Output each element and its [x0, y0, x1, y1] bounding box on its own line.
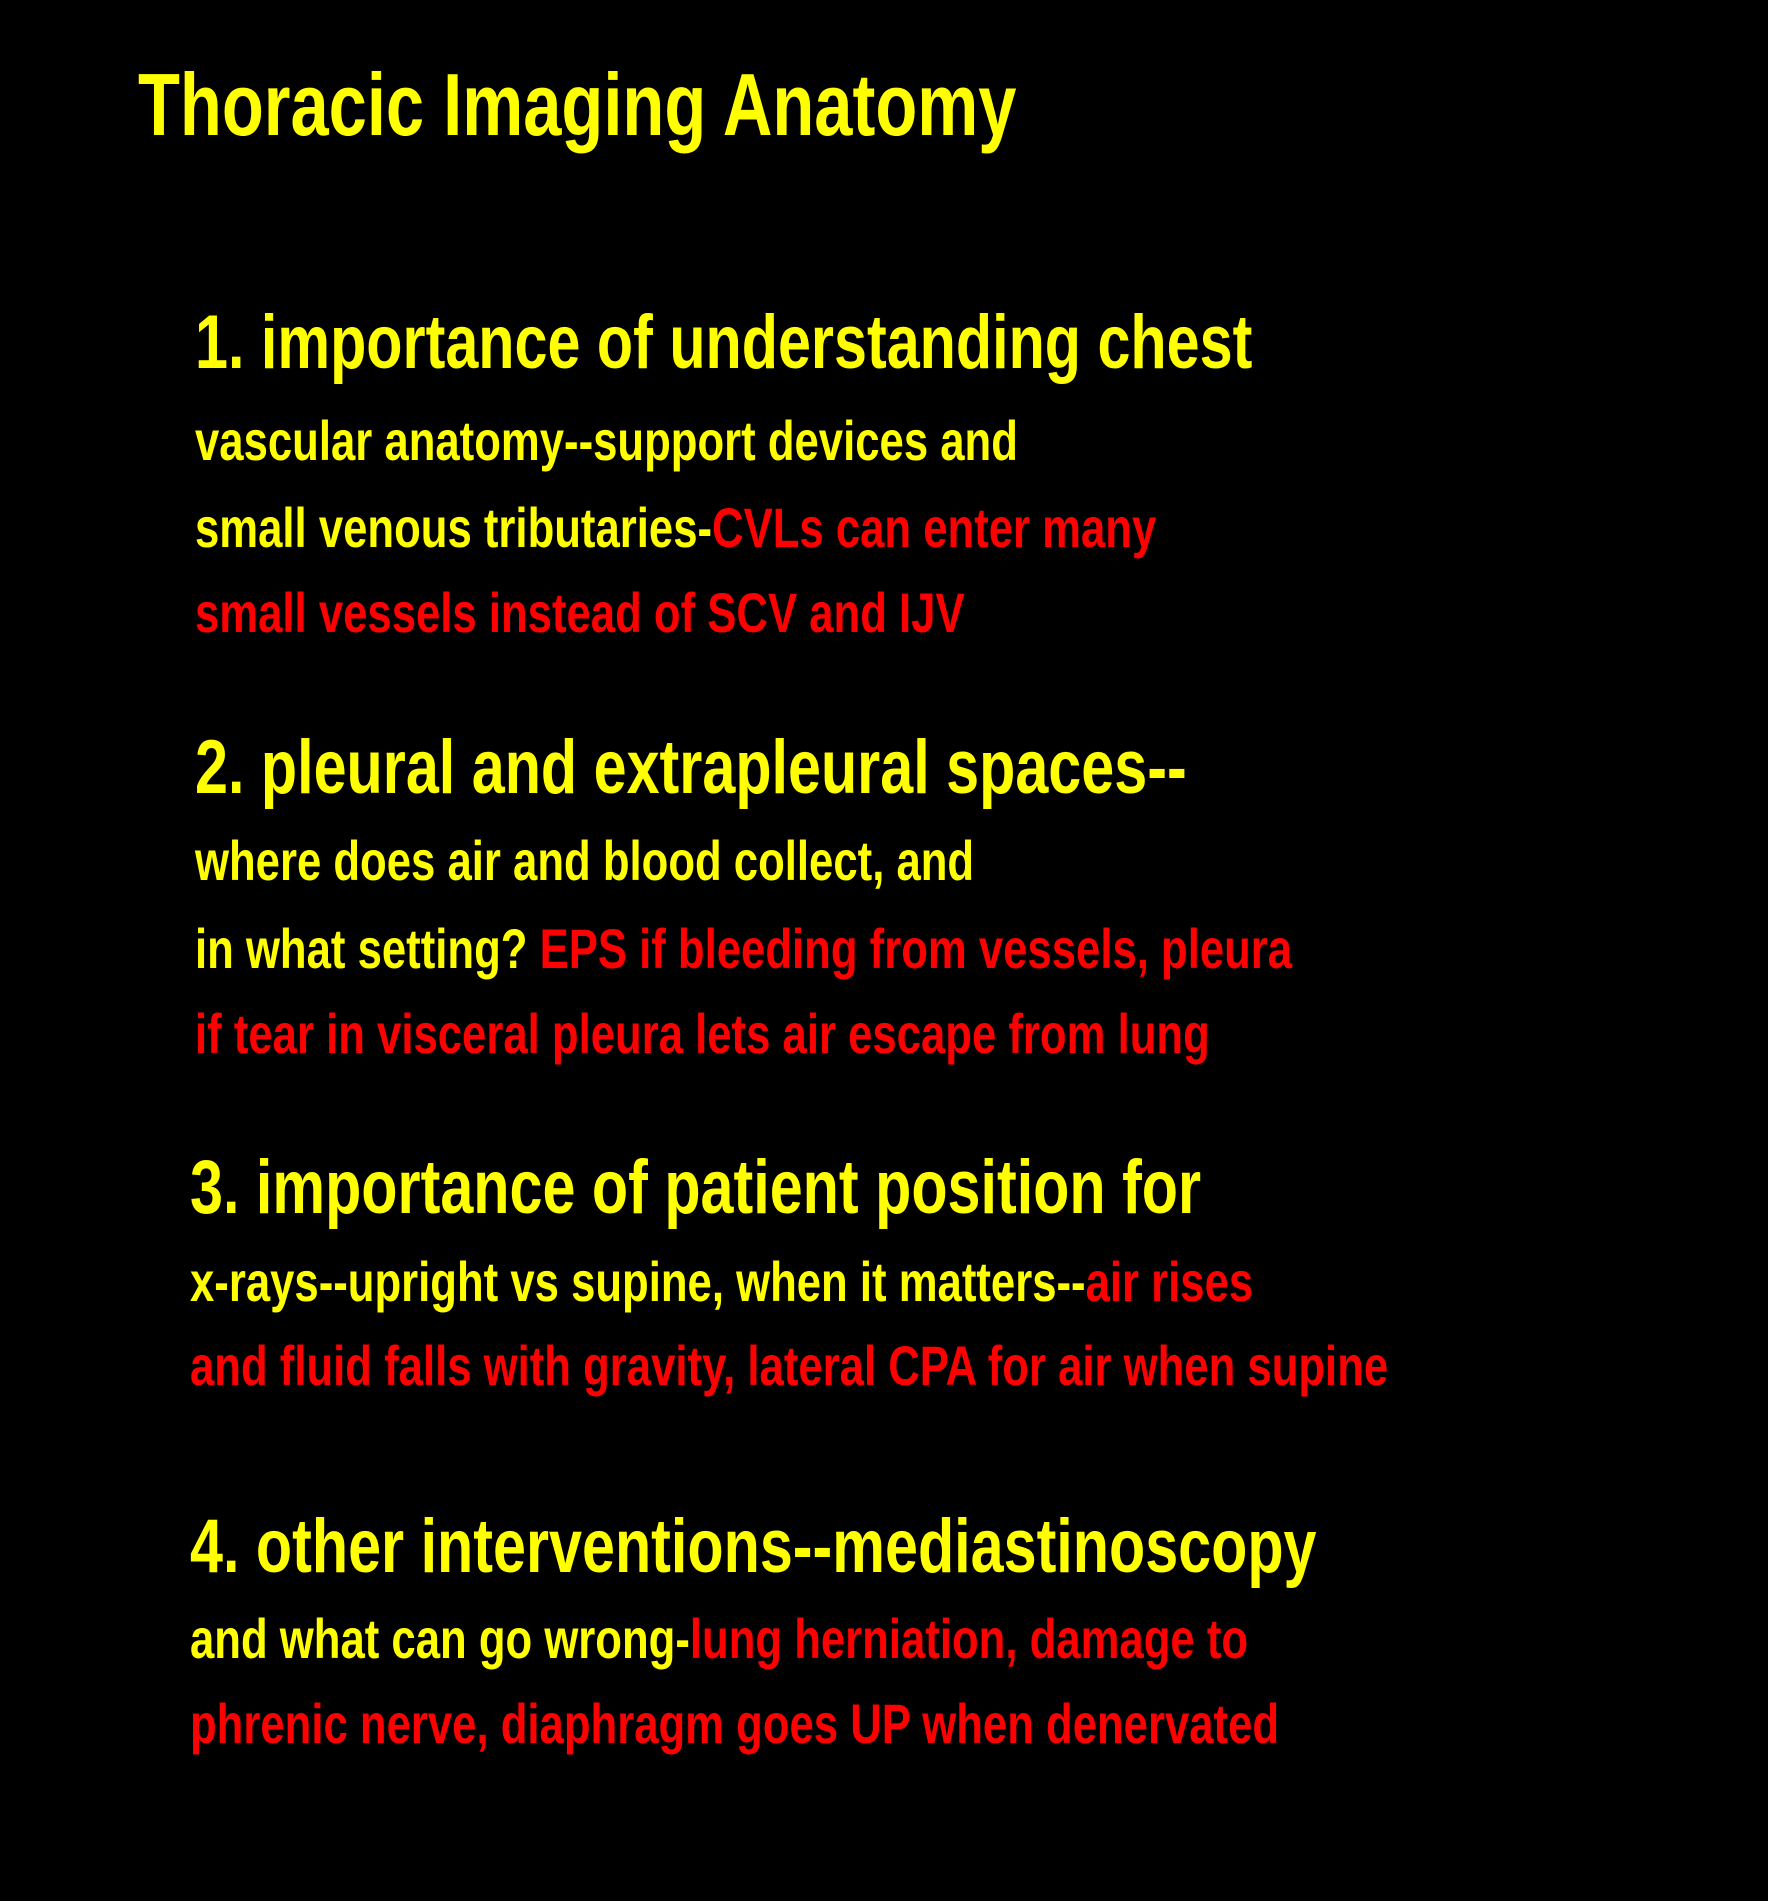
- section-1-line-1: vascular anatomy--support devices and: [195, 409, 1018, 472]
- section-2-line-2: [195, 914, 1292, 984]
- section-1-line-3: small vessels instead of SCV and IJV: [195, 581, 965, 644]
- slide-title: Thoracic Imaging Anatomy: [138, 55, 1017, 154]
- section-3-line-1-yellow: x-rays--upright vs supine, when it matters--: [190, 1250, 1086, 1313]
- section-4-line-1: [190, 1604, 1248, 1674]
- section-1-line-2-red: CVLs can enter many: [712, 496, 1157, 559]
- section-1-heading: 1. importance of understanding chest: [195, 300, 1253, 385]
- section-2-line-3: if tear in visceral pleura lets air escape from lung: [195, 1002, 1210, 1065]
- section-3-heading: 3. importance of patient position for: [190, 1145, 1202, 1230]
- section-4-line-1-yellow: and what can go wrong-: [190, 1607, 690, 1670]
- section-2-line-2-yellow: in what setting?: [195, 917, 540, 980]
- section-3-line-2: and fluid falls with gravity, lateral CPA for air when supine: [190, 1334, 1389, 1397]
- section-1-line-2-yellow: small venous tributaries-: [195, 496, 713, 559]
- section-2-line-1: where does air and blood collect, and: [195, 829, 975, 892]
- section-4-line-1-red: lung herniation, damage to: [689, 1607, 1249, 1670]
- section-1-line-2: [195, 493, 1156, 563]
- section-3-line-1-red: air rises: [1085, 1250, 1254, 1313]
- section-3-line-1: [190, 1247, 1253, 1317]
- section-4-heading: 4. other interventions--mediastinoscopy: [190, 1504, 1317, 1589]
- section-2-line-2-red: EPS if bleeding from vessels, pleura: [539, 917, 1293, 980]
- section-4-line-2: phrenic nerve, diaphragm goes UP when denervated: [190, 1692, 1280, 1755]
- section-2-heading: 2. pleural and extrapleural spaces--: [195, 725, 1187, 810]
